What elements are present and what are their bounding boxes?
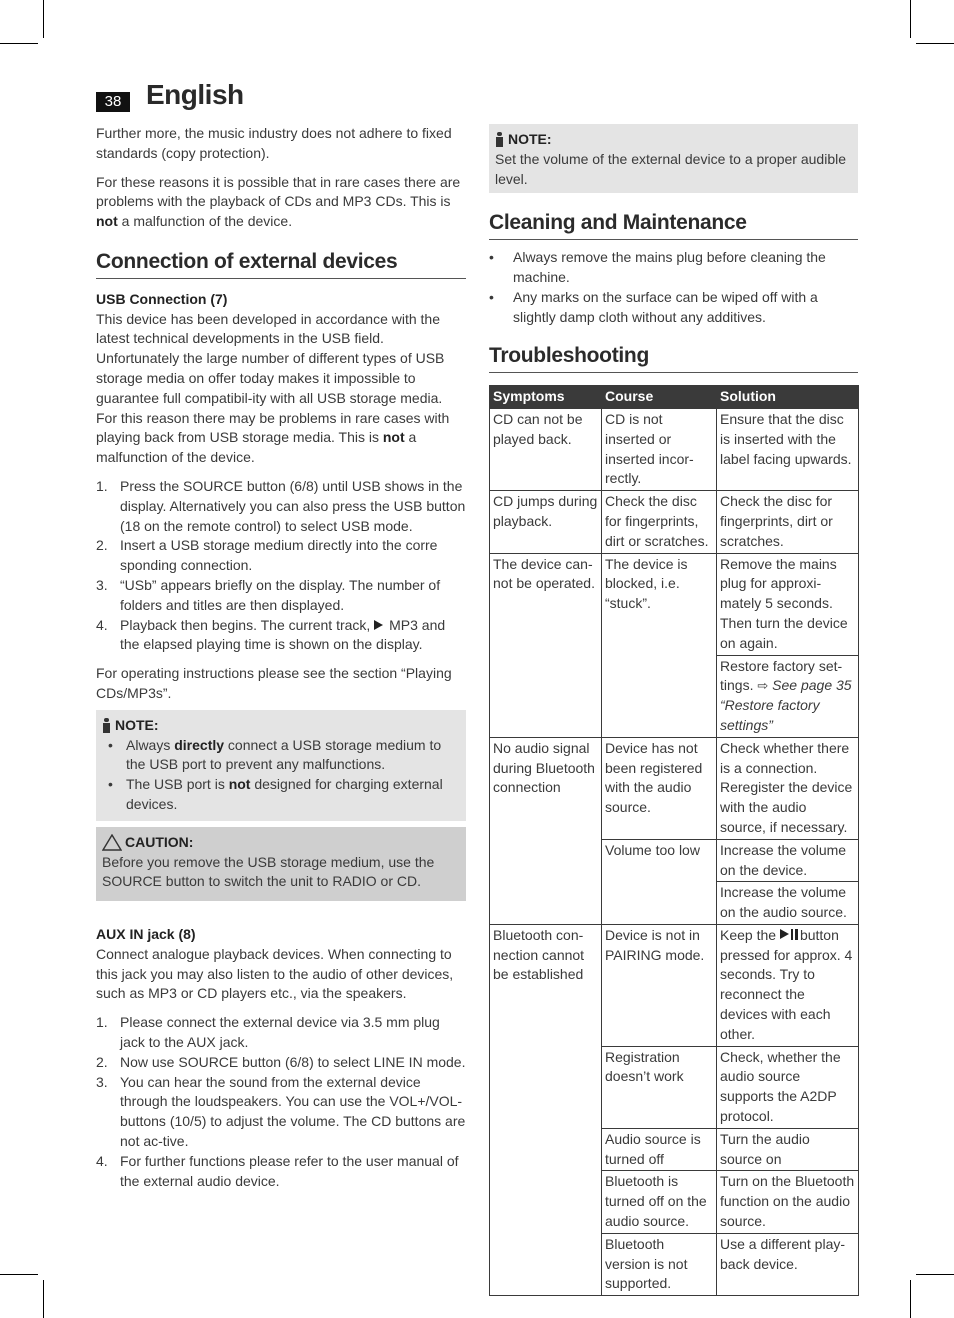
course-cell: Audio source is turned off [602, 1128, 717, 1171]
usb-after-paragraph: For operating instructions please see the section “Playing CDs/MP3s”. [96, 665, 452, 701]
left-column [96, 124, 466, 1191]
play-pause-icon [780, 929, 800, 940]
info-icon [495, 132, 504, 147]
list-item: 3. You can hear the sound from the external device through the loudspeakers. You can use the VOL+/VOL- buttons (10/5) to adjust the volume. The CD buttons are not ac-tive. [96, 1073, 466, 1150]
crop-mark [910, 0, 911, 38]
usb-subheading: USB Connection (7) [96, 290, 228, 307]
symptom-cell: No audio signal during Bluetooth connection [490, 737, 602, 924]
note-box [489, 124, 858, 193]
symptom-cell: CD can not be played back. [490, 408, 602, 490]
table-header-row [490, 386, 859, 409]
list-item: • Any marks on the surface can be wiped off with a slightly damp cloth without any additives. [489, 288, 818, 325]
list-item: 3. “USb” appears briefly on the display. The number of folders and titles are then displayed. [96, 576, 441, 613]
list-item: 2. Now use SOURCE button (6/8) to select LINE IN mode. [96, 1053, 466, 1070]
usb-steps [96, 477, 466, 655]
caution-title: CAUTION: [102, 833, 460, 853]
course-cell: Device is not in PAIRING mode. [602, 924, 717, 1046]
symptom-cell: Bluetooth con-nection cannot be established [490, 924, 602, 1295]
solution-cell: Remove the mains plug for approxi-mately 5 seconds. Then turn the device on again. [717, 553, 859, 655]
usb-paragraph: This device has been developed in accordance with the latest technical developments in the USB field. Unfortunately the large number of different types of USB storage media on offer today makes it impossible to guarantee full compatibil-ity with all USB storage media. For this reason there may be problems in rare cases with playing back from USB storage media. This is not a malfunction of the device. [96, 310, 450, 466]
course-cell: CD is not inserted or inserted incor-rectly. [602, 408, 717, 490]
column-header: Symptoms [490, 386, 602, 409]
info-icon [102, 718, 111, 733]
note-text: Set the volume of the external device to a proper audible level. [495, 150, 846, 187]
list-item: • Always directly connect a USB storage medium to the USB port to prevent any malfunctions. [108, 736, 442, 773]
crop-mark [43, 1280, 44, 1318]
list-item: 1. Press the SOURCE button (6/8) until USB shows in the display. Alternatively you can also press the USB button (18 on the remote control) to select USB mode. [96, 477, 466, 534]
note-title: NOTE: [102, 716, 460, 736]
table-row [490, 408, 859, 490]
crop-mark [916, 43, 954, 44]
right-column [489, 124, 858, 1296]
column-header: Course [602, 386, 717, 409]
troubleshooting-table [489, 385, 859, 1296]
play-icon [374, 620, 383, 630]
solution-cell: Check the disc for fingerprints, dirt or scratches. [717, 491, 859, 553]
section-heading-troubleshooting: Troubleshooting [489, 346, 858, 373]
symptom-cell: CD jumps during playback. [490, 491, 602, 553]
page-title: English [146, 79, 244, 110]
solution-cell: Ensure that the disc is inserted with the label facing upwards. [717, 408, 859, 490]
course-cell: Bluetooth version is not supported. [602, 1233, 717, 1295]
list-item: • Always remove the mains plug before cleaning the machine. [489, 249, 826, 285]
table-row [490, 737, 859, 839]
course-cell: Check the disc for fingerprints, dirt or scratches. [602, 491, 717, 553]
list-item: 2. Insert a USB storage medium directly into the corre sponding connection. [96, 537, 438, 574]
table-row [490, 491, 859, 553]
column-header: Solution [717, 386, 859, 409]
course-cell: The device is blocked, i.e. “stuck”. [602, 553, 717, 737]
caution-text: Before you remove the USB storage medium, use the SOURCE button to switch the unit to RADIO or CD. [102, 853, 435, 890]
course-cell: Volume too low [602, 839, 717, 924]
solution-cell: Increase the volume on the device. [717, 839, 859, 882]
intro-paragraph: For these reasons it is possible that in rare cases there are problems with the playback of CDs and MP3 CDs. This is not a malfunction of the device. [96, 173, 461, 230]
course-cell: Bluetooth is turned off on the audio source. [602, 1171, 717, 1233]
warning-icon [102, 834, 122, 851]
solution-cell: Turn the audio source on [717, 1128, 859, 1171]
solution-cell: Turn on the Bluetooth function on the audio source. [717, 1171, 859, 1233]
note-box [96, 710, 466, 821]
note-title: NOTE: [495, 130, 852, 150]
solution-cell: Check whether there is a connection. Reregister the device with the audio source, if necessary. [717, 737, 859, 839]
intro-paragraph: Further more, the music industry does not adhere to fixed standards (copy protection). [96, 125, 452, 161]
solution-cell: Restore factory set-tings. ⇨ See page 35 “Restore factory settings” [717, 655, 859, 737]
list-item: 4. For further functions please refer to the user manual of the external audio device. [96, 1152, 459, 1189]
page-number: 38 [96, 92, 130, 112]
list-item: • The USB port is not designed for charging external devices. [108, 776, 443, 812]
symptom-cell: The device can-not be operated. [490, 553, 602, 737]
crop-mark [0, 43, 38, 44]
crop-mark [43, 0, 44, 38]
solution-cell: Increase the volume on the audio source. [717, 882, 859, 925]
solution-cell: Keep the button pressed for approx. 4 seconds. Try to reconnect the devices with each other. [717, 924, 859, 1046]
crop-mark [916, 1274, 954, 1275]
aux-paragraph: Connect analogue playback devices. When connecting to this jack you may also listen to the audio of other devices, such as MP3 or CD players etc., via the speakers. [96, 945, 454, 1002]
section-heading-cleaning: Cleaning and Maintenance [489, 213, 858, 240]
crop-mark [0, 1274, 38, 1275]
course-cell: Registration doesn’t work [602, 1046, 717, 1128]
solution-cell: Use a different play-back device. [717, 1233, 859, 1295]
arrow-right-icon: ⇨ [757, 678, 769, 694]
crop-mark [910, 1280, 911, 1318]
caution-box [96, 827, 466, 901]
solution-cell: Check, whether the audio source supports the A2DP protocol. [717, 1046, 859, 1128]
table-row [490, 553, 859, 655]
course-cell: Device has not been registered with the audio source. [602, 737, 717, 839]
aux-subheading: AUX IN jack (8) [96, 926, 196, 943]
section-heading-connection: Connection of external devices [96, 252, 466, 279]
table-row [490, 924, 859, 1046]
cleaning-list [489, 248, 858, 327]
list-item: 4. Playback then begins. The current track, MP3 and the elapsed playing time is shown on the display. [96, 616, 446, 653]
list-item: 1. Please connect the external device via 3.5 mm plug jack to the AUX jack. [96, 1014, 440, 1051]
aux-steps [96, 1013, 466, 1191]
